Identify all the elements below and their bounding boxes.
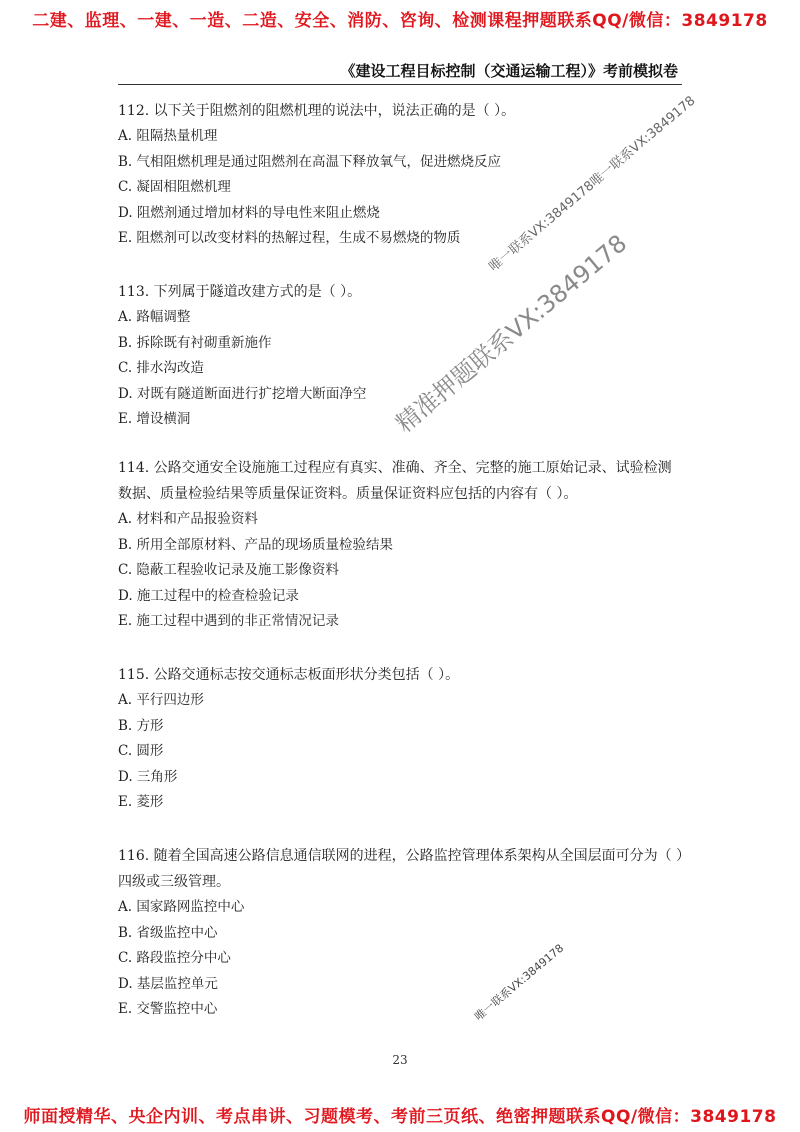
option-c: C. 排水沟改造 [118, 360, 204, 377]
option-a: A. 材料和产品报验资料 [118, 511, 258, 527]
bottom-banner: 师面授精华、央企内训、考点串讲、习题模考、考前三页纸、绝密押题联系QQ/微信：3849178 [23, 1107, 777, 1127]
watermark-contact: 唯一联系VX:3849178唯一联系VX:3849178 [486, 93, 699, 275]
option-c: C. 圆形 [118, 743, 164, 760]
option-e: E. 施工过程中遇到的非正常情况记录 [118, 613, 339, 630]
option-d: D. 阻燃剂通过增加材料的导电性来阻止燃烧 [118, 204, 380, 221]
option-a: A. 国家路网监控中心 [118, 899, 245, 915]
watermark-small: 唯一联系VX:3849178 [472, 941, 567, 1024]
option-e: E. 阻燃剂可以改变材料的热解过程，生成不易燃烧的物质 [118, 230, 461, 247]
question-115 [118, 662, 684, 816]
question-stem: 112. 以下关于阻燃剂的阻燃机理的说法中，说法正确的是（ ）。 [118, 103, 516, 119]
option-a: A. 路幅调整 [118, 309, 191, 325]
option-d: D. 基层监控单元 [118, 975, 218, 992]
option-e: E. 交警监控中心 [118, 1001, 218, 1018]
question-stem: 115. 公路交通标志按交通标志板面形状分类包括（ ）。 [118, 667, 460, 683]
page-number: 23 [392, 1053, 408, 1067]
question-stem: 114. 公路交通安全设施施工过程应有真实、准确、齐全、完整的施工原始记录、试验检测数据、质量检验结果等质量保证资料。质量保证资料应包括的内容有（ ）。 [118, 460, 672, 502]
option-e: E. 菱形 [118, 794, 164, 811]
option-b: B. 气相阻燃机理是通过阻燃剂在高温下释放氧气，促进燃烧反应 [118, 153, 502, 170]
option-b: B. 所用全部原材料、产品的现场质量检验结果 [118, 536, 394, 553]
option-a: A. 阻隔热量机理 [118, 128, 218, 144]
top-banner: 二建、监理、一建、一造、二造、安全、消防、咨询、检测课程押题联系QQ/微信：3849178 [32, 11, 768, 31]
option-list [118, 688, 684, 816]
option-list [118, 507, 684, 635]
option-b: B. 拆除既有衬砌重新施作 [118, 334, 272, 351]
question-stem: 116. 随着全国高速公路信息通信联网的进程，公路监控管理体系架构从全国层面可分为（ ）四级或三级管理。 [118, 848, 684, 890]
option-a: A. 平行四边形 [118, 692, 204, 708]
watermark-large: 精准押题联系VX:3849178 [390, 229, 633, 439]
option-c: C. 路段监控分中心 [118, 950, 231, 967]
document-title: 《建设工程目标控制（交通运输工程）》考前模拟卷 [340, 62, 678, 80]
option-c: C. 凝固相阻燃机理 [118, 179, 231, 196]
question-116 [118, 843, 684, 1023]
option-list [118, 895, 684, 1023]
question-stem: 113. 下列属于隧道改建方式的是（ ）。 [118, 284, 362, 300]
option-d: D. 施工过程中的检查检验记录 [118, 587, 299, 604]
option-b: B. 方形 [118, 717, 164, 734]
option-b: B. 省级监控中心 [118, 924, 218, 941]
header-divider [118, 84, 682, 85]
option-c: C. 隐蔽工程验收记录及施工影像资料 [118, 562, 339, 579]
question-114 [118, 455, 684, 635]
option-d: D. 对既有隧道断面进行扩挖增大断面净空 [118, 385, 367, 402]
option-e: E. 增设横洞 [118, 411, 191, 428]
option-d: D. 三角形 [118, 768, 178, 785]
